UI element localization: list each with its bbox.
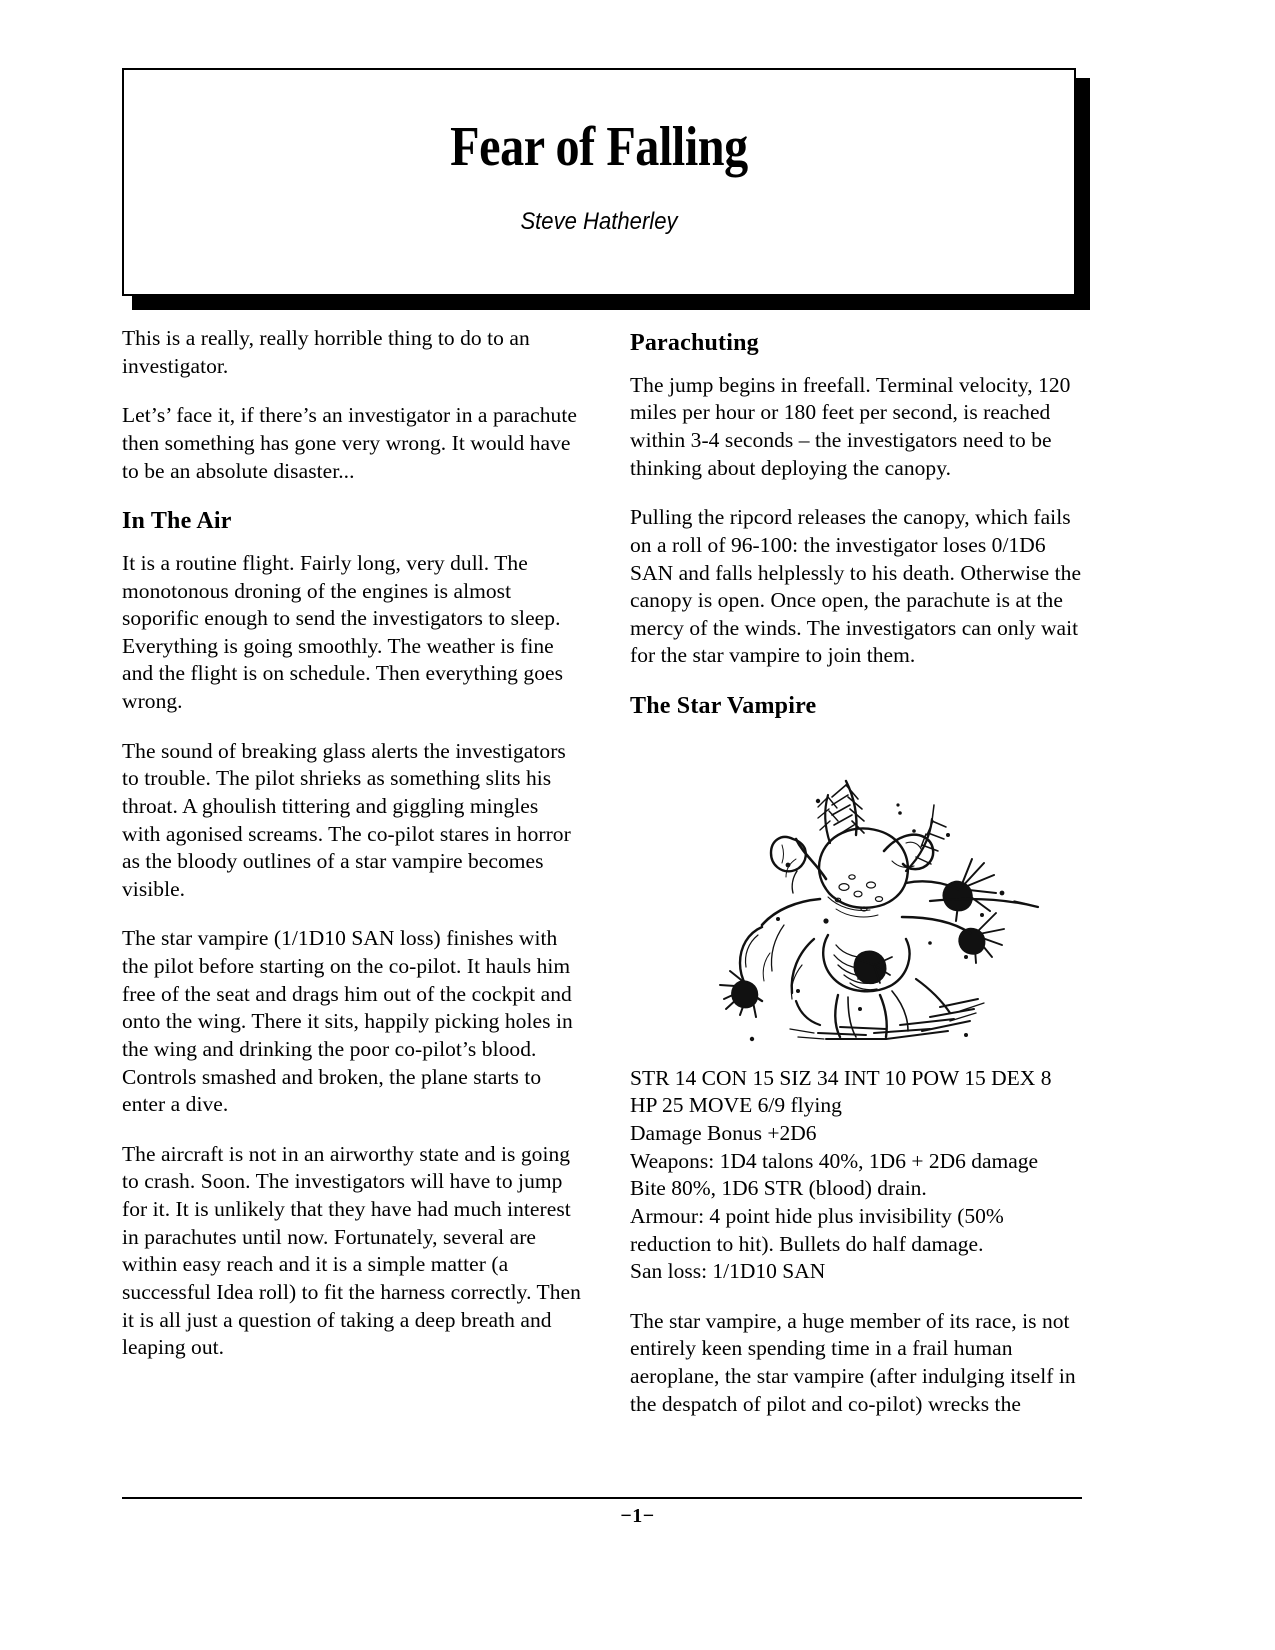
heading-in-the-air: In The Air [122, 508, 232, 535]
star-vampire-closing-paragraph: The star vampire, a huge member of its race, is not entirely keen spending time in a frail human aeroplane, the star vampire (after indulging itself in the despatch of pilot and co-pilot) wrecks the [630, 1308, 1076, 1416]
author-byline: Steve Hatherley [520, 208, 678, 235]
stat-line-armour: Armour: 4 point hide plus invisibility (50% reduction to hit). Bullets do half damage. [630, 1203, 1010, 1256]
title-box [122, 68, 1076, 296]
stat-line-bite: Bite 80%, 1D6 STR (blood) drain. [630, 1176, 927, 1201]
parachuting-paragraph-2: Pulling the ripcord releases the canopy, which fails on a roll of 96-100: the investigator loses 0/1D6 SAN and falls helplessly to his death. Otherwise the canopy is open. Once open, the parachute is at the mercy of the winds. The investigators can only wait for the star vampire to join them. [630, 505, 1082, 668]
stat-line-hp-move: HP 25 MOVE 6/9 flying [630, 1093, 842, 1118]
in-the-air-paragraph-4: The aircraft is not in an airworthy state and is going to crash. Soon. The investigators will have to jump for it. It is unlikely that they have had much interest in parachutes until now. Fortunately, several are within easy reach and it is a simple matter (a successful Idea roll) to fit the harness correctly. Then it is all just a question of taking a deep breath and leaping out. [122, 1141, 581, 1360]
heading-the-star-vampire: The Star Vampire [630, 693, 817, 720]
star-vampire-stat-block [630, 1065, 1090, 1286]
parachuting-paragraph-1: The jump begins in freefall. Terminal velocity, 120 miles per hour or 180 feet per second, is reached within 3-4 seconds – the investigators need to be thinking about deploying the canopy. [630, 372, 1071, 480]
heading-parachuting: Parachuting [630, 330, 759, 356]
in-the-air-paragraph-1: It is a routine flight. Fairly long, very dull. The monotonous droning of the engines is almost soporific enough to send the investigators to sleep. Everything is going smoothly. The weather is fine and the flight is on schedule. Then everything goes wrong. [122, 550, 564, 714]
page-title: Fear of Falling [450, 116, 748, 178]
stat-line-weapons: Weapons: 1D4 talons 40%, 1D6 + 2D6 damage [630, 1148, 1039, 1173]
intro-paragraph-1: This is a really, really horrible thing to do to an investigator. [122, 326, 530, 378]
star-vampire-illustration [630, 739, 1090, 1049]
intro-paragraph-2: Let’s’ face it, if there’s an investigator in a parachute then something has gone very wrong. It would have to be an absolute disaster... [122, 403, 577, 483]
in-the-air-paragraph-3: The star vampire (1/1D10 SAN loss) finishes with the pilot before starting on the co-pilot. It hauls him free of the seat and drags him out of the cockpit and onto the wing. There it sits, happily picking holes in the wing and drinking the poor co-pilot’s blood. Controls smashed and broken, the plane starts to enter a dive. [122, 926, 573, 1117]
page-number: −1− [620, 1505, 655, 1527]
stat-line-characteristics: STR 14 CON 15 SIZ 34 INT 10 POW 15 DEX 8 [630, 1065, 1052, 1090]
title-block [122, 68, 1080, 300]
left-column [122, 325, 582, 1384]
footer-divider [122, 1497, 1082, 1499]
right-column [630, 325, 1090, 1440]
stat-line-san-loss: San loss: 1/1D10 SAN [630, 1259, 826, 1284]
stat-line-damage-bonus: Damage Bonus +2D6 [630, 1121, 817, 1146]
in-the-air-paragraph-2: The sound of breaking glass alerts the investigators to trouble. The pilot shrieks as something slits his throat. A ghoulish tittering and giggling mingles with agonised screams. The co-pilot stares in horror as the bloody outlines of a star vampire becomes visible. [122, 738, 571, 901]
